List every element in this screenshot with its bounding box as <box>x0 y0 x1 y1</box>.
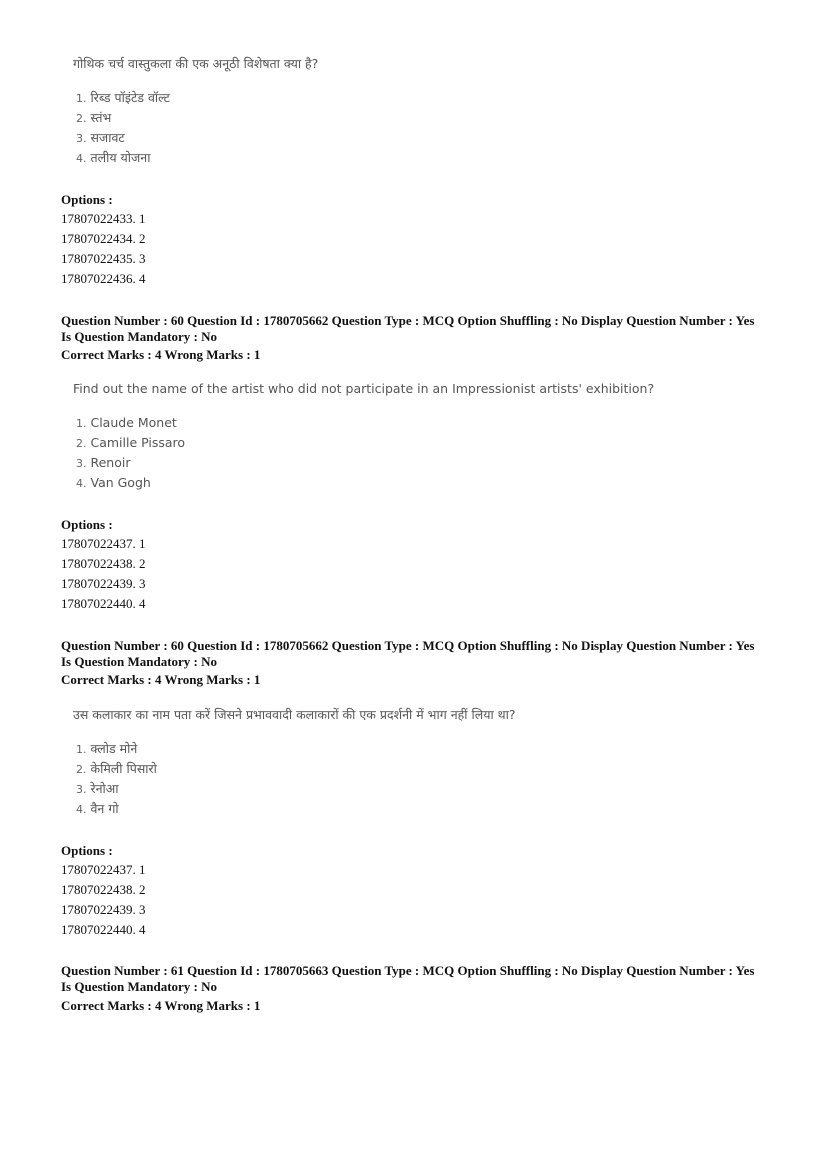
choice-item <box>76 740 137 757</box>
choice-item <box>76 780 119 797</box>
question-marks: Correct Marks : 4 Wrong Marks : 1 <box>61 672 261 687</box>
choice-text: तलीय योजना <box>90 150 151 165</box>
choice-number: 1. <box>76 417 87 430</box>
choice-number: 3. <box>76 457 87 470</box>
option-line: 17807022433. 1 <box>61 211 146 226</box>
choice-number: 4. <box>76 152 87 165</box>
question-mandatory: Is Question Mandatory : No <box>61 329 218 344</box>
option-line: 17807022440. 4 <box>61 922 146 937</box>
choice-text: केमिली पिसारो <box>90 761 157 776</box>
options-label: Options : <box>61 843 113 858</box>
choice-text: Camille Pissaro <box>90 435 186 450</box>
choice-text: रिब्ड पॉइंटेड वॉल्ट <box>90 90 170 105</box>
question-header: Question Number : 60 Question Id : 1780705662 Question Type : MCQ Option Shuffling : No Display Question Number : Yes <box>61 638 755 653</box>
choice-text: सजावट <box>90 130 125 145</box>
choice-item <box>76 435 185 450</box>
question-header: Question Number : 61 Question Id : 1780705663 Question Type : MCQ Option Shuffling : No Display Question Number : Yes <box>61 963 755 978</box>
question-marks: Correct Marks : 4 Wrong Marks : 1 <box>61 998 261 1013</box>
choice-item <box>76 415 177 430</box>
option-line: 17807022437. 1 <box>61 536 146 551</box>
option-line: 17807022440. 4 <box>61 596 146 611</box>
choice-text: क्लोड मोने <box>90 741 138 756</box>
choice-number: 2. <box>76 763 87 776</box>
option-line: 17807022437. 1 <box>61 862 146 877</box>
question-mandatory: Is Question Mandatory : No <box>61 979 218 994</box>
question-mandatory: Is Question Mandatory : No <box>61 654 218 669</box>
choice-item <box>76 760 157 777</box>
option-line: 17807022435. 3 <box>61 251 146 266</box>
choice-number: 3. <box>76 783 87 796</box>
choice-text: Van Gogh <box>90 475 151 490</box>
choice-item <box>76 89 170 106</box>
option-line: 17807022438. 2 <box>61 882 146 897</box>
options-label: Options : <box>61 192 113 207</box>
choice-item <box>76 800 119 817</box>
choice-text: वैन गो <box>90 801 119 816</box>
choice-item <box>76 149 150 166</box>
choice-text: Claude Monet <box>90 415 177 430</box>
choice-number: 2. <box>76 437 87 450</box>
choice-text: रेनोआ <box>90 781 119 796</box>
choice-number: 2. <box>76 112 87 125</box>
option-line: 17807022434. 2 <box>61 231 146 246</box>
options-label: Options : <box>61 517 113 532</box>
choice-item <box>76 455 130 470</box>
option-line: 17807022436. 4 <box>61 271 146 286</box>
choice-text: स्तंभ <box>90 110 112 125</box>
question-text: गोथिक चर्च वास्तुकला की एक अनूठी विशेषता क्या है? <box>73 56 319 71</box>
choice-number: 4. <box>76 477 87 490</box>
question-marks: Correct Marks : 4 Wrong Marks : 1 <box>61 347 261 362</box>
choice-text: Renoir <box>90 455 131 470</box>
choice-item <box>76 129 125 146</box>
choice-number: 1. <box>76 743 87 756</box>
option-line: 17807022439. 3 <box>61 576 146 591</box>
option-line: 17807022439. 3 <box>61 902 146 917</box>
choice-number: 4. <box>76 803 87 816</box>
choice-item <box>76 109 111 126</box>
choice-number: 1. <box>76 92 87 105</box>
question-header: Question Number : 60 Question Id : 1780705662 Question Type : MCQ Option Shuffling : No Display Question Number : Yes <box>61 313 755 328</box>
question-text: Find out the name of the artist who did not participate in an Impressionist artists' exhibition? <box>73 381 655 396</box>
choice-item <box>76 475 151 490</box>
option-line: 17807022438. 2 <box>61 556 146 571</box>
question-text: उस कलाकार का नाम पता करें जिसने प्रभाववादी कलाकारों की एक प्रदर्शनी में भाग नहीं लिया था? <box>73 707 516 722</box>
choice-number: 3. <box>76 132 87 145</box>
